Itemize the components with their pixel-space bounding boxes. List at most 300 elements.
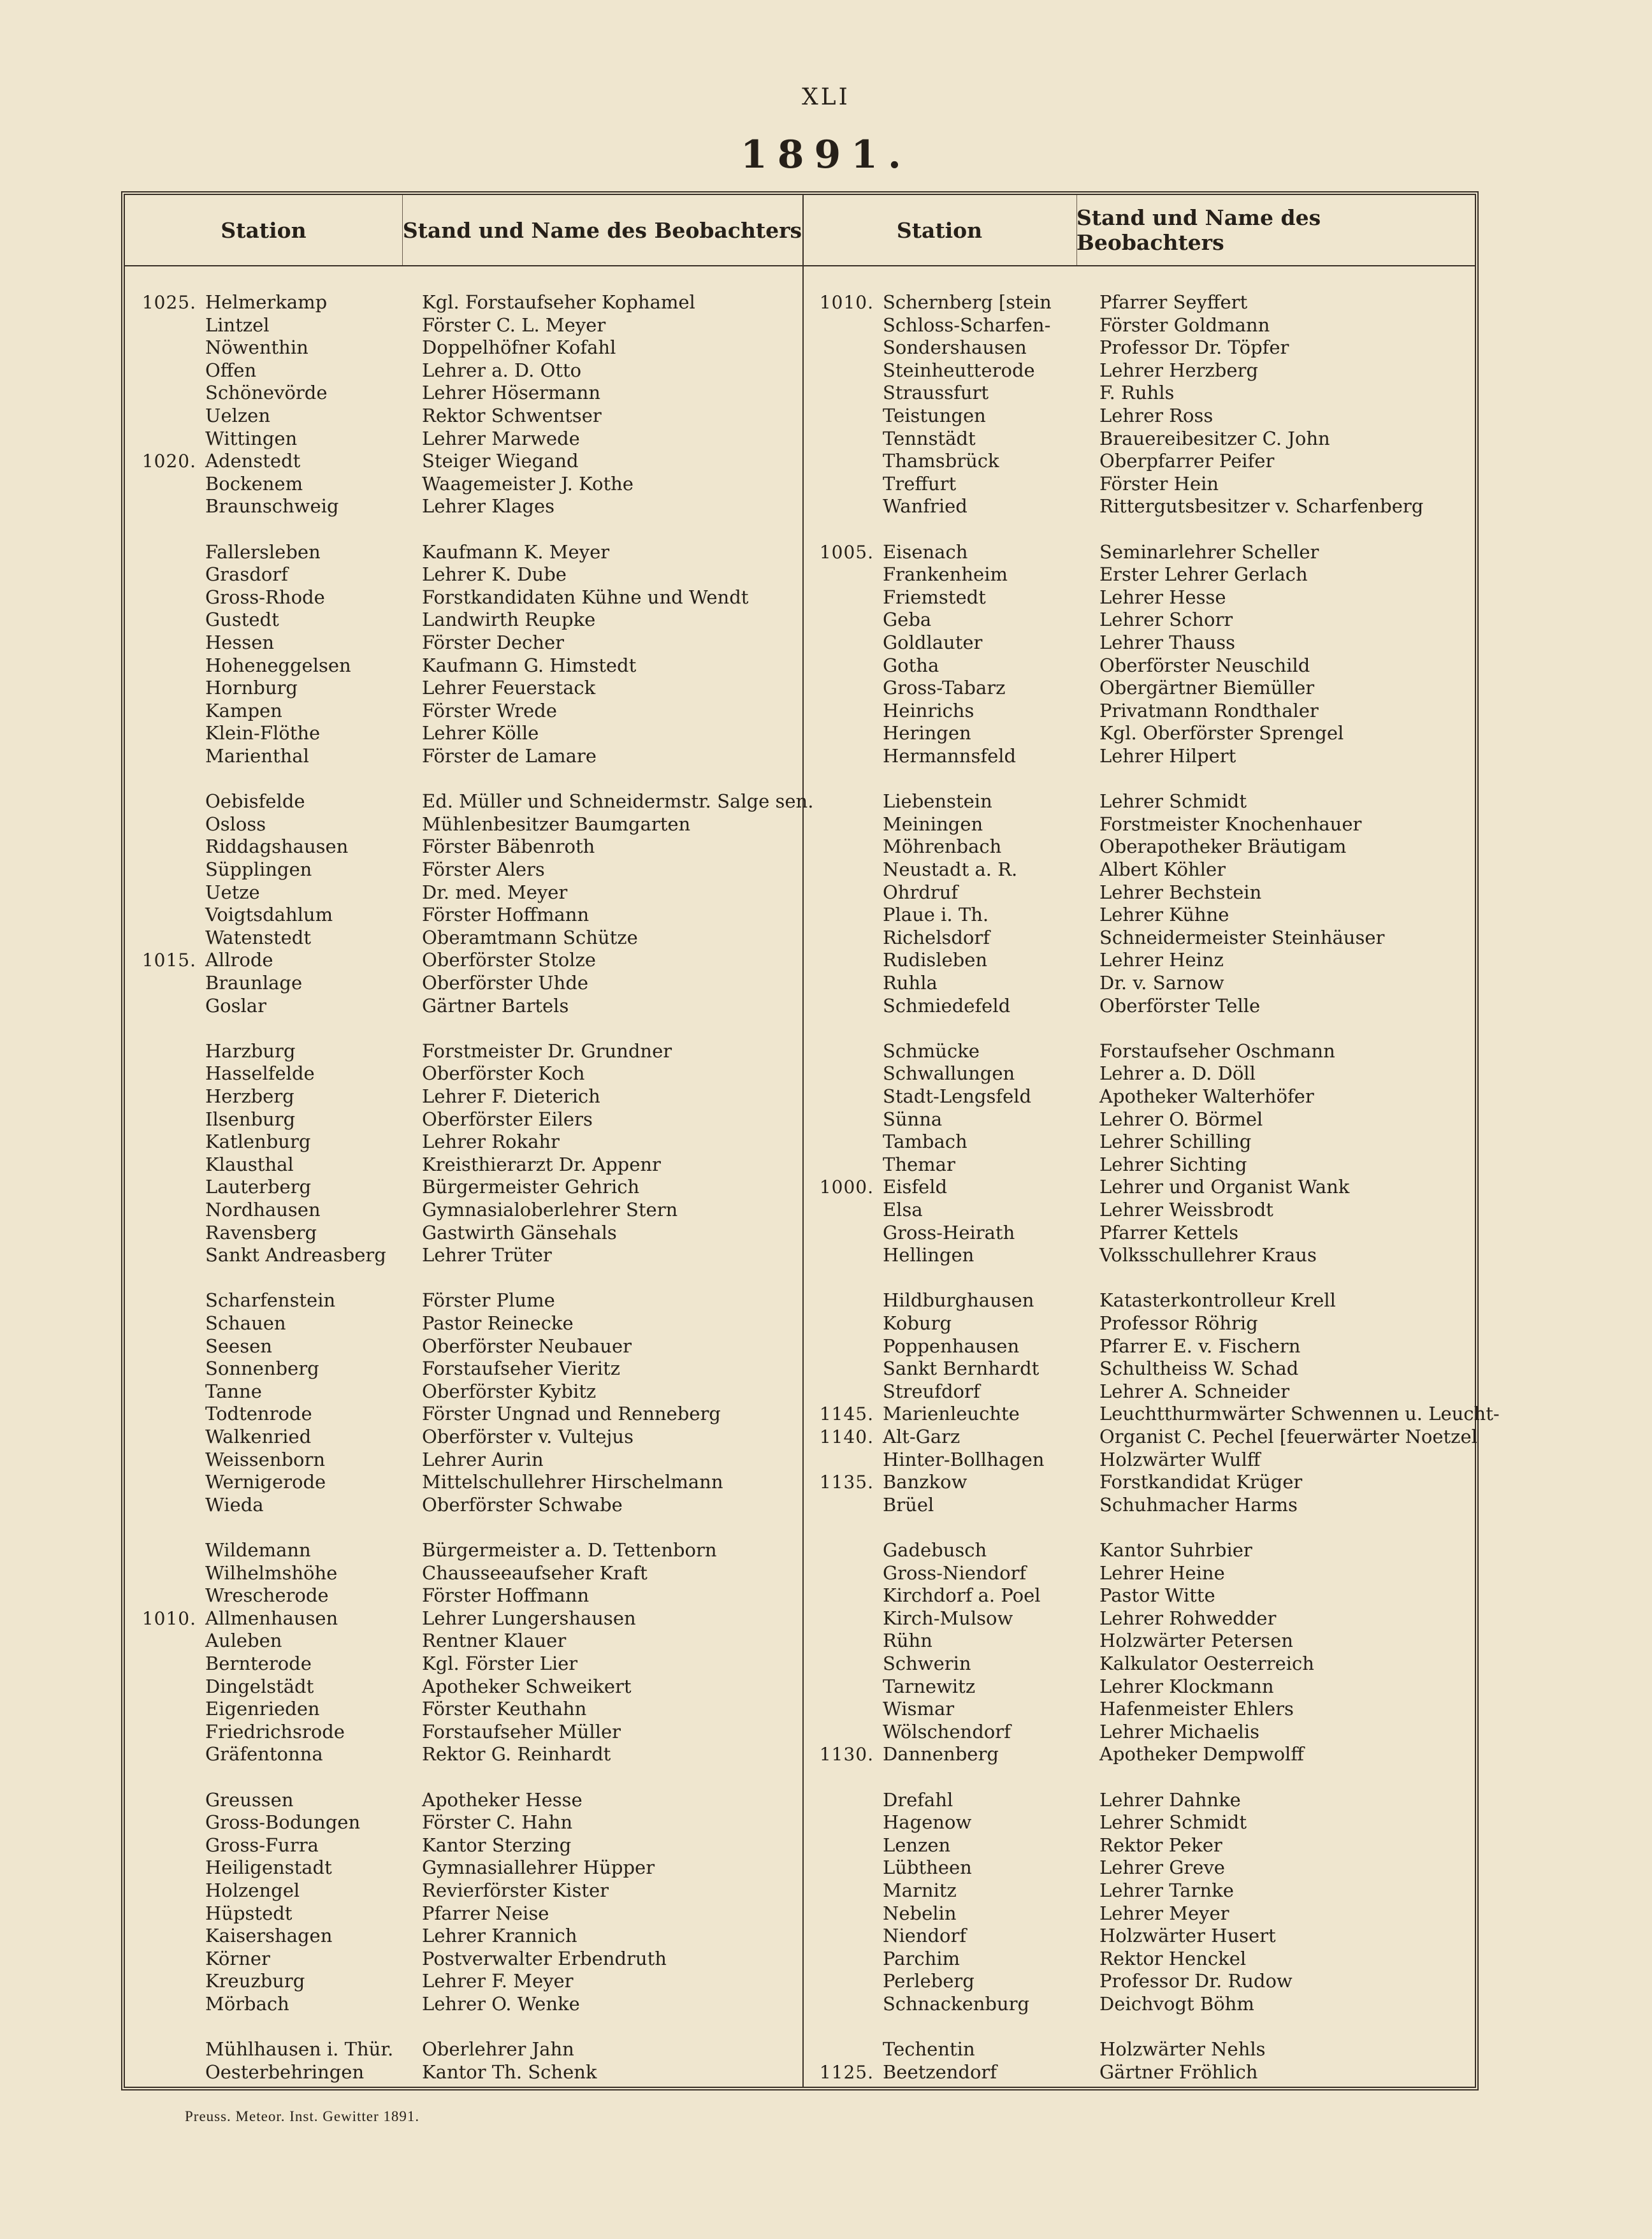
table-row <box>802 1539 1252 1562</box>
table-row <box>125 699 557 722</box>
station-name: Körner <box>205 1947 270 1969</box>
observer-name: Obergärtner Biemüller <box>1099 677 1315 699</box>
station-name: Harzburg <box>205 1040 296 1062</box>
observer-name: Lehrer Rokahr <box>422 1131 560 1153</box>
table-row <box>802 1969 1293 1992</box>
table-row <box>125 2038 574 2061</box>
station-name: Mörbach <box>205 1993 289 2015</box>
station-name: Hasselfelde <box>205 1062 315 1085</box>
table-row <box>125 721 539 744</box>
table-header <box>125 195 1475 266</box>
station-name: Brüel <box>883 1493 934 1516</box>
table-row <box>125 1811 572 1834</box>
table-row <box>802 1765 1099 1788</box>
station-number: 1010. <box>819 292 874 313</box>
station-name: Schauen <box>205 1312 286 1334</box>
observer-name: Kalkulator Oesterreich <box>1099 1653 1314 1674</box>
table-row <box>125 1879 609 1902</box>
station-number: 1000. <box>819 1177 874 1198</box>
station-name: Gotha <box>883 654 939 676</box>
station-name: Rühn <box>883 1630 932 1652</box>
station-name: Allrode <box>205 949 273 971</box>
observer-name: Lehrer Ross <box>1099 405 1214 426</box>
observer-name: Holzwärter Wulff <box>1099 1448 1261 1470</box>
table-row <box>802 1040 1335 1062</box>
station-name: Lenzen <box>883 1834 951 1856</box>
table-row <box>802 926 1384 949</box>
station-name: Nebelin <box>883 1902 957 1924</box>
table-row <box>802 1743 1304 1765</box>
column-divider <box>402 195 403 265</box>
station-name: Katlenburg <box>205 1131 311 1153</box>
table-row <box>125 1380 596 1403</box>
table-row <box>802 563 1308 586</box>
table-row <box>802 1448 1260 1471</box>
table-row <box>125 676 595 699</box>
table-row <box>802 1629 1293 1652</box>
table-row <box>125 813 690 836</box>
observer-name: Gastwirth Gänsehals <box>422 1221 617 1243</box>
page-number: XLI <box>802 84 850 110</box>
table-row <box>802 1697 1294 1720</box>
station-name: Wildemann <box>205 1539 311 1561</box>
station-name: Riddagshausen <box>205 836 349 858</box>
table-row <box>125 472 634 495</box>
header-station-right: Station <box>896 217 983 243</box>
observer-name: Bürgermeister Gehrich <box>422 1176 640 1198</box>
station-name: Adenstedt <box>205 450 301 472</box>
station-number: 1140. <box>819 1426 874 1447</box>
station-name: Dannenberg <box>883 1743 999 1765</box>
observer-name: Kaufmann G. Himstedt <box>422 654 637 676</box>
station-name: Schernberg [stein <box>883 291 1052 313</box>
table-row <box>802 1902 1229 1925</box>
table-row <box>125 1947 667 1970</box>
observer-name: Forstmeister Knochenhauer <box>1099 813 1362 835</box>
station-name: Elsa <box>883 1199 923 1221</box>
observer-name: Lehrer Lungershausen <box>422 1607 636 1629</box>
table-row <box>125 1198 677 1221</box>
table-row <box>125 1470 723 1493</box>
station-name: Steinheutterode <box>883 359 1035 381</box>
station-name: Alt-Garz <box>883 1426 960 1447</box>
observer-name: Förster Hoffmann <box>422 1584 590 1607</box>
table-row <box>802 699 1319 722</box>
station-name: Mühlhausen i. Thür. <box>205 2038 394 2061</box>
table-row <box>125 1402 721 1425</box>
station-name: Klausthal <box>205 1153 294 1175</box>
station-name: Kreuzburg <box>205 1970 305 1992</box>
station-name: Wittingen <box>205 427 298 449</box>
table-row <box>125 336 616 359</box>
observer-name: Dr. med. Meyer <box>422 881 568 903</box>
table-row <box>125 1516 422 1539</box>
station-name: Straussfurt <box>883 382 989 404</box>
station-name: Neustadt a. R. <box>883 859 1018 880</box>
table-row <box>802 495 1423 518</box>
table-row <box>125 427 580 450</box>
observer-name: Pfarrer Seyffert <box>1099 291 1248 313</box>
table-row <box>125 1607 636 1630</box>
station-number: 1130. <box>819 1744 874 1765</box>
table-row <box>802 2061 1257 2083</box>
station-name: Sondershausen <box>883 337 1027 359</box>
observer-name: Förster Wrede <box>422 699 557 721</box>
table-row <box>125 381 600 404</box>
table-row <box>802 586 1226 609</box>
station-name: Seesen <box>205 1335 272 1357</box>
table-row <box>802 540 1319 563</box>
observer-name: Lehrer Heinz <box>1099 949 1224 971</box>
observer-name: Förster Hein <box>1099 472 1219 495</box>
table-row <box>125 654 636 677</box>
table-row <box>802 1811 1247 1834</box>
station-name: Hagenow <box>883 1811 972 1834</box>
table-row <box>125 1153 661 1176</box>
station-name: Gross-Tabarz <box>883 677 1006 699</box>
observer-name: Erster Lehrer Gerlach <box>1099 563 1308 586</box>
table-row <box>802 1175 1349 1198</box>
observer-name: Lehrer a. D. Döll <box>1099 1062 1256 1085</box>
table-row <box>125 1312 574 1335</box>
table-row <box>802 1312 1258 1335</box>
table-row <box>802 1335 1300 1358</box>
table-row <box>802 1130 1251 1153</box>
table-row <box>125 1629 566 1652</box>
observer-name: Lehrer K. Dube <box>422 563 567 586</box>
station-name: Hornburg <box>205 677 298 699</box>
observer-name: Lehrer Kölle <box>422 722 539 744</box>
observer-name: Oberlehrer Jahn <box>422 2038 574 2061</box>
table-row <box>125 1720 621 1743</box>
observer-name: Lehrer Thauss <box>1099 632 1235 653</box>
table-row <box>802 1856 1225 1879</box>
station-name: Herzberg <box>205 1085 294 1107</box>
table-row <box>125 314 605 337</box>
observer-name: Lehrer Herzberg <box>1099 359 1258 381</box>
station-name: Gross-Furra <box>205 1834 319 1856</box>
station-name: Plaue i. Th. <box>883 904 989 926</box>
table-row <box>802 518 1099 540</box>
table-row <box>125 790 813 813</box>
station-name: Poppenhausen <box>883 1335 1020 1357</box>
station-name: Wismar <box>883 1698 955 1720</box>
station-name: Hinter-Bollhagen <box>883 1448 1045 1470</box>
station-name: Friedrichsrode <box>205 1720 345 1743</box>
observer-name: Lehrer a. D. Otto <box>422 359 582 381</box>
station-name: Gross-Niendorf <box>883 1562 1027 1584</box>
table-row <box>802 1493 1298 1516</box>
table-row <box>802 1153 1247 1176</box>
table-row <box>802 721 1344 744</box>
observer-name: Förster Bäbenroth <box>422 836 595 858</box>
table-row <box>125 1969 574 1992</box>
table-row <box>802 404 1213 427</box>
station-name: Beetzendorf <box>883 2061 997 2083</box>
table-row <box>802 1516 1099 1539</box>
station-name: Schwallungen <box>883 1062 1015 1085</box>
table-row <box>125 903 589 926</box>
table-row <box>125 881 567 904</box>
observer-name: Forstmeister Dr. Grundner <box>422 1040 672 1062</box>
station-name: Heiligenstadt <box>205 1857 332 1879</box>
station-name: Braunlage <box>205 972 303 994</box>
observer-name: Gymnasialoberlehrer Stern <box>422 1199 678 1221</box>
table-row <box>802 1562 1225 1584</box>
table-row <box>802 608 1233 631</box>
station-name: Streufdorf <box>883 1380 980 1402</box>
table-row <box>125 1425 634 1448</box>
table-row <box>125 971 588 994</box>
observer-name: Schultheiss W. Schad <box>1099 1358 1299 1380</box>
station-name: Richelsdorf <box>883 926 990 948</box>
station-name: Techentin <box>883 2038 975 2061</box>
observer-name: Schneidermeister Steinhäuser <box>1099 926 1385 948</box>
header-observer-left: Stand und Name des Beobachters <box>402 217 802 243</box>
table-row <box>125 1856 655 1879</box>
table-row <box>802 472 1219 495</box>
observer-name: Förster Plume <box>422 1289 555 1312</box>
station-name: Tarnewitz <box>883 1675 976 1697</box>
station-name: Rudisleben <box>883 949 988 971</box>
station-name: Osloss <box>205 813 266 835</box>
observer-name: Rektor Schwentser <box>422 405 602 426</box>
observer-name: Lehrer F. Dieterich <box>422 1085 600 1107</box>
observer-name: Landwirth Reupke <box>422 609 596 631</box>
table-row <box>125 1017 422 1040</box>
station-name: Thamsbrück <box>883 450 999 472</box>
observer-name: Lehrer A. Schneider <box>1099 1380 1290 1402</box>
station-name: Gross-Bodungen <box>205 1811 361 1834</box>
station-name: Marnitz <box>883 1880 957 1901</box>
table-row <box>802 1879 1234 1902</box>
station-name: Sankt Bernhardt <box>883 1358 1040 1380</box>
table-row <box>125 948 596 971</box>
observer-name: Dr. v. Sarnow <box>1099 972 1224 994</box>
observer-name: Kaufmann K. Meyer <box>422 540 610 563</box>
observer-name: Oberförster Uhde <box>422 972 589 994</box>
station-name: Ilsenburg <box>205 1108 296 1130</box>
observer-name: Lehrer Dahnke <box>1099 1788 1241 1811</box>
table-row <box>125 1834 571 1857</box>
table-row <box>125 835 595 858</box>
station-name: Gustedt <box>205 609 279 631</box>
table-row <box>802 427 1330 450</box>
table-row <box>125 1562 648 1584</box>
station-name: Walkenried <box>205 1426 312 1447</box>
table-row <box>125 291 695 314</box>
station-name: Schnackenburg <box>883 1993 1030 2015</box>
table-row <box>125 563 567 586</box>
station-name: Weissenborn <box>205 1448 326 1470</box>
station-name: Koburg <box>883 1312 952 1334</box>
table-row <box>802 1266 1099 1289</box>
table-row <box>125 767 422 790</box>
station-name: Fallersleben <box>205 540 321 563</box>
station-name: Allmenhausen <box>205 1607 338 1629</box>
table-row <box>125 1493 623 1516</box>
observer-name: Pastor Reinecke <box>422 1312 574 1334</box>
page-title-year: 1891. <box>741 133 911 177</box>
table-row <box>125 1902 549 1925</box>
observer-name: Lehrer Hösermann <box>422 382 601 404</box>
observer-name: Lehrer Klages <box>422 495 555 518</box>
table-row <box>125 1085 600 1108</box>
station-name: Greussen <box>205 1788 294 1811</box>
station-name: Eisfeld <box>883 1176 948 1198</box>
table-row <box>802 2015 1099 2038</box>
station-name: Goldlauter <box>883 632 983 653</box>
table-row <box>125 608 595 631</box>
observer-name: Lehrer Hilpert <box>1099 745 1236 767</box>
observer-name: Steiger Wiegand <box>422 450 579 472</box>
station-name: Schloss-Scharfen- <box>883 314 1051 336</box>
observer-name: Lehrer Hesse <box>1099 586 1226 608</box>
table-row <box>802 744 1236 767</box>
station-name: Eisenach <box>883 540 968 563</box>
table-row <box>125 1108 593 1131</box>
table-row <box>802 1108 1263 1131</box>
table-row <box>802 676 1314 699</box>
table-row <box>125 631 564 654</box>
observer-name: Forstaufseher Oschmann <box>1099 1040 1335 1062</box>
observer-table <box>121 191 1500 2090</box>
observer-name: Oberförster Koch <box>422 1062 585 1085</box>
observer-name: Apotheker Dempwolff <box>1099 1743 1304 1765</box>
station-number: 1125. <box>819 2061 874 2083</box>
station-name: Nordhausen <box>205 1199 321 1221</box>
table-row <box>802 654 1310 677</box>
observer-name: Lehrer Feuerstack <box>422 677 596 699</box>
observer-name: Gärtner Bartels <box>422 994 569 1017</box>
table-row <box>125 1788 583 1811</box>
table-row <box>125 2061 597 2083</box>
observer-name: Schuhmacher Harms <box>1099 1493 1298 1516</box>
observer-name: Oberförster Neubauer <box>422 1335 632 1357</box>
table-row <box>802 1402 1500 1425</box>
observer-name: Pastor Witte <box>1099 1584 1215 1607</box>
station-name: Sankt Andreasberg <box>205 1244 386 1266</box>
station-name: Sonnenberg <box>205 1358 319 1380</box>
station-name: Holzengel <box>205 1880 300 1901</box>
observer-name: Organist C. Pechel [feuerwärter Noetzel <box>1099 1426 1477 1447</box>
station-name: Grasdorf <box>205 563 288 586</box>
observer-name: Holzwärter Nehls <box>1099 2038 1266 2061</box>
station-name: Uelzen <box>205 405 270 426</box>
observer-name: Kantor Suhrbier <box>1099 1539 1252 1561</box>
observer-name: Seminarlehrer Scheller <box>1099 540 1319 563</box>
header-observer-right: Stand und Name des Beobachters <box>1076 205 1321 255</box>
station-name: Schwerin <box>883 1653 971 1674</box>
station-name: Wrescherode <box>205 1584 329 1607</box>
station-name: Dingelstädt <box>205 1675 314 1697</box>
observer-name: Lehrer Heine <box>1099 1562 1225 1584</box>
observer-name: F. Ruhls <box>1099 382 1175 404</box>
station-name: Wölschendorf <box>883 1720 1011 1743</box>
station-name: Lauterberg <box>205 1176 312 1198</box>
station-number: 1145. <box>819 1403 874 1425</box>
table-row <box>802 1425 1477 1448</box>
table-row <box>802 813 1361 836</box>
table-row <box>125 1266 422 1289</box>
observer-name: Leuchtthurmwärter Schwennen u. Leucht- <box>1099 1403 1500 1425</box>
table-row <box>125 540 609 563</box>
station-name: Tennstädt <box>883 427 976 449</box>
table-row <box>802 1357 1298 1380</box>
observer-name: Kantor Th. Schenk <box>422 2061 597 2083</box>
station-name: Sünna <box>883 1108 943 1130</box>
station-name: Ohrdruf <box>883 881 959 903</box>
station-number: 1135. <box>819 1472 874 1493</box>
footer-note: Preuss. Meteor. Inst. Gewitter 1891. <box>185 2108 420 2124</box>
observer-name: Professor Dr. Rudow <box>1099 1970 1293 1992</box>
station-name: Hellingen <box>883 1244 975 1266</box>
observer-name: Rittergutsbesitzer v. Scharfenberg <box>1099 495 1424 518</box>
station-name: Goslar <box>205 994 266 1017</box>
observer-name: Lehrer Meyer <box>1099 1902 1229 1924</box>
observer-name: Förster C. Hahn <box>422 1811 573 1834</box>
station-name: Parchim <box>883 1947 960 1969</box>
observer-name: Lehrer Schilling <box>1099 1131 1252 1153</box>
observer-name: Forstkandidat Krüger <box>1099 1471 1303 1493</box>
table-row <box>125 1697 586 1720</box>
station-name: Hermannsfeld <box>883 745 1017 767</box>
observer-name: Rektor Henckel <box>1099 1947 1247 1969</box>
table-row <box>802 1607 1276 1630</box>
station-name: Friemstedt <box>883 586 986 608</box>
station-name: Wernigerode <box>205 1471 326 1493</box>
observer-name: Pfarrer E. v. Fischern <box>1099 1335 1301 1357</box>
observer-name: Forstaufseher Müller <box>422 1720 621 1743</box>
table-row <box>802 1380 1289 1403</box>
station-number: 1005. <box>819 541 874 563</box>
table-row <box>802 449 1274 472</box>
observer-name: Holzwärter Husert <box>1099 1925 1276 1947</box>
station-name: Hessen <box>205 632 275 653</box>
observer-name: Postverwalter Erbendruth <box>422 1947 667 1969</box>
observer-name: Pfarrer Kettels <box>1099 1221 1239 1243</box>
station-name: Gross-Rhode <box>205 586 325 608</box>
observer-name: Lehrer Rohwedder <box>1099 1607 1277 1629</box>
station-name: Ravensberg <box>205 1221 317 1243</box>
station-name: Lübtheen <box>883 1857 972 1879</box>
table-row <box>802 994 1260 1017</box>
observer-name: Rektor Peker <box>1099 1834 1222 1856</box>
station-name: Stadt-Lengsfeld <box>883 1085 1032 1107</box>
station-number: 1010. <box>141 1607 196 1629</box>
station-name: Oesterbehringen <box>205 2061 365 2083</box>
observer-name: Lehrer Weissbrodt <box>1099 1199 1273 1221</box>
station-name: Kirch-Mulsow <box>883 1607 1013 1629</box>
station-name: Hüpstedt <box>205 1902 293 1924</box>
table-row <box>802 631 1235 654</box>
observer-name: Mittelschullehrer Hirschelmann <box>422 1471 723 1493</box>
station-name: Heinrichs <box>883 699 975 721</box>
table-row <box>125 1539 717 1562</box>
station-number: 1025. <box>141 292 196 313</box>
table-row <box>125 1743 611 1765</box>
observer-name: Forstkandidaten Kühne und Wendt <box>422 586 749 608</box>
table-row <box>125 1243 552 1266</box>
observer-name: Kgl. Forstaufseher Kophamel <box>422 291 695 313</box>
observer-name: Lehrer O. Wenke <box>422 1993 580 2015</box>
observer-name: Rektor G. Reinhardt <box>422 1743 611 1765</box>
table-row <box>802 1584 1215 1607</box>
table-row <box>802 1289 1336 1312</box>
observer-name: Förster Ungnad und Renneberg <box>422 1403 721 1425</box>
table-row <box>125 1175 639 1198</box>
station-name: Wilhelmshöhe <box>205 1562 338 1584</box>
